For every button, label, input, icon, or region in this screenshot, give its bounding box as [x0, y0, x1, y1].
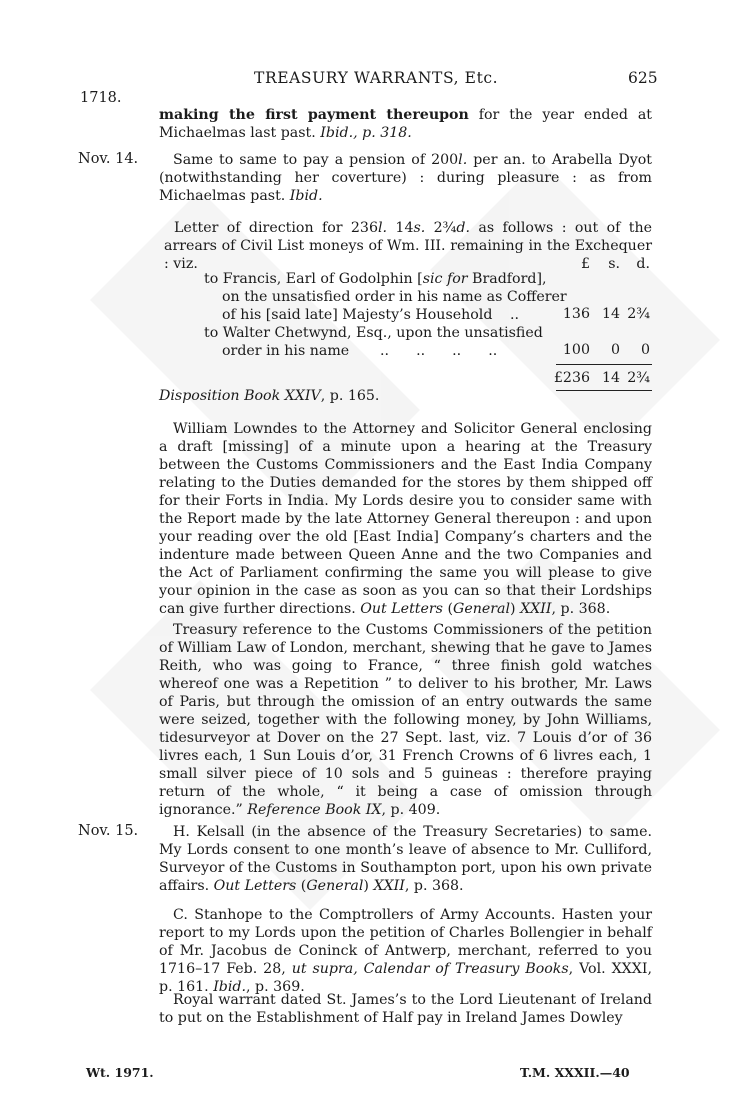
entry-pension-dyot — [159, 151, 652, 205]
entry-law-text: Treasury reference to the Customs Commissioners of the petition of William Law of London, merchant, shewing that he gave to James Reith, who was going to France, “ three finish gold watches whereof one was a Repetition ” to deliver to his brother, Mr. Laws of Paris, but through the omission of an entry outwards the same were seized, together with the following money, by John Williams, tidesurveyor at Dover on the 27 Sept. last, viz. 7 Louis d’or of 36 livres each, 1 Sun Louis d’or, 31 French Crowns of 6 livres each, 1 small silver piece of 10 sols and 5 guineas : therefore praying return of the whole, “ it being a case of omission through ignorance.” — [159, 622, 652, 818]
entry-continued-bold: making the first payment thereupon — [159, 107, 469, 123]
entry-kelsall-ref-b: ( — [296, 878, 307, 894]
pension-ref: Ibid. — [289, 188, 323, 204]
amount-2-pounds: 100 — [562, 342, 590, 358]
entry-law-ref-a: Reference Book IX — [247, 802, 382, 818]
pension-l: l. — [458, 152, 468, 168]
entry-lowndes-ref-e: XXII — [520, 601, 552, 617]
date-nov-15: Nov. 15. — [78, 823, 139, 839]
margin-year: 1718. — [80, 90, 122, 106]
amount-1-pence: 2¾ — [627, 306, 650, 322]
lod-b: 14 — [387, 220, 414, 236]
entry-law — [159, 621, 652, 819]
entry-lowndes-ref-f: , p. 368. — [551, 601, 611, 617]
amount-1-pounds: 136 — [562, 306, 590, 322]
entry-stanhope-ref-b: , Vol. XXXI, p. 161. — [159, 961, 653, 995]
lod-s: s. — [413, 220, 426, 236]
entry-kelsall-ref-e: XXII — [373, 878, 405, 894]
total-shillings: 14 — [601, 370, 620, 386]
entry-continued-ref: Ibid., p. 318. — [320, 125, 412, 141]
lod-a: Letter of direction for 236 — [174, 220, 378, 236]
pension-text-b: per an. to Arabella Dyot (notwithstanding her coverture) : during pleasure : as from Michaelmas past. — [159, 152, 652, 204]
account-line-5: order in his name — [222, 343, 350, 359]
total-rule-top — [556, 364, 652, 365]
account-line-3: of his [said late] Majesty’s Household — [222, 307, 493, 323]
entry-lowndes-ref-b: ( — [442, 601, 453, 617]
total-rule-bottom — [556, 390, 652, 391]
footer-printer-mark: Wt. 1971. — [86, 1065, 154, 1080]
entry-royal-warrant: Royal warrant dated St. James’s to the Lord Lieutenant of Ireland to put on the Establishment of Half pay in Ireland James Dowley — [159, 992, 652, 1026]
lod-d: d. — [456, 220, 471, 236]
account-line-3-dots: .. — [510, 307, 520, 323]
amount-2-pence: 0 — [640, 342, 650, 358]
entry-lowndes-text: William Lowndes to the Attorney and Solicitor General enclosing a draft [missing] of a minute upon a hearing at the Treasury between the Customs Commissioners and the East India Company relating to the Duties demanded for the stores by them shipped off for their Forts in India. My Lords desire you to consider same with the Report made by the late Attorney General thereupon : and upon your reading over the old [East India] Company’s charters and the indenture made between Queen Anne and the two Companies and the Act of Parliament confirming the same you will please to give your opinion in the case as soon as you can so that their Lordships can give further directions. — [159, 421, 652, 617]
lod-c: 2¾ — [425, 220, 457, 236]
lod-e: as follows : out of the arrears of Civil List moneys of Wm. III. remaining in the Exchequer : viz. — [164, 220, 652, 272]
pension-text-a: Same to same to pay a pension of 200 — [173, 152, 459, 168]
lod-l: l. — [377, 220, 388, 236]
account-line-1 — [204, 270, 547, 288]
account-line-5-dots: .. .. .. .. — [380, 343, 498, 359]
entry-stanhope-ref-d: , p. 369. — [246, 979, 305, 995]
amount-2-shillings: 0 — [610, 342, 620, 358]
disposition-book-ref-a: Disposition Book XXIV — [159, 388, 321, 404]
entry-lowndes-ref-c: General — [452, 601, 511, 617]
page-number: 625 — [628, 69, 658, 87]
disposition-book-ref-b: , p. 165. — [320, 388, 380, 404]
col-head-pence: d. — [636, 256, 650, 272]
amount-1-shillings: 14 — [601, 306, 620, 322]
entry-kelsall — [159, 823, 652, 895]
entry-stanhope-ref-c: Ibid. — [213, 979, 247, 995]
col-head-shillings: s. — [608, 256, 620, 272]
entry-kelsall-ref-a: Out Letters — [213, 878, 297, 894]
account-line-1-end: Bradford], — [467, 271, 547, 287]
col-head-pounds: £ — [580, 256, 590, 272]
account-line-2: on the unsatisfied order in his name as Cofferer — [222, 289, 567, 305]
account-line-4: to Walter Chetwynd, Esq., upon the unsatisfied — [204, 325, 543, 341]
entry-law-ref-b: , p. 409. — [381, 802, 441, 818]
entry-kelsall-text: H. Kelsall (in the absence of the Treasury Secretaries) to same. My Lords consent to one month’s leave of absence to Mr. Culliford, Surveyor of the Customs in Southampton port, upon his own private affairs. — [159, 824, 652, 894]
date-nov-14: Nov. 14. — [78, 151, 139, 167]
running-title: TREASURY WARRANTS, Etc. — [254, 69, 499, 87]
entry-continued — [159, 106, 652, 142]
footer-signature: T.M. XXXII.—40 — [520, 1065, 630, 1080]
total-pounds: £236 — [553, 370, 590, 386]
entry-lowndes — [159, 420, 652, 618]
entry-kelsall-ref-c: General — [306, 878, 364, 894]
entry-lowndes-ref-a: Out Letters — [360, 601, 443, 617]
entry-lowndes-ref-d: ) — [510, 601, 521, 617]
disposition-book-ref — [159, 387, 379, 405]
entry-stanhope-text: C. Stanhope to the Comptrollers of Army Accounts. Hasten your report to my Lords upon the petition of Charles Bollengier in behalf of Mr. Jacobus de Coninck of Antwerp, merchant, referred to you 1716–17 Feb. 28, — [159, 907, 652, 977]
total-pence: 2¾ — [627, 370, 650, 386]
entry-stanhope-ref-a: ut supra, Calendar of Treasury Books — [291, 961, 569, 977]
account-line-1-sic: sic for — [422, 271, 468, 287]
entry-kelsall-ref-d: ) — [363, 878, 374, 894]
entry-stanhope — [159, 906, 652, 996]
entry-continued-text: for the year ended at Michaelmas last past. — [159, 107, 652, 141]
entry-kelsall-ref-f: , p. 368. — [404, 878, 464, 894]
account-line-1-text: to Francis, Earl of Godolphin [ — [204, 271, 423, 287]
